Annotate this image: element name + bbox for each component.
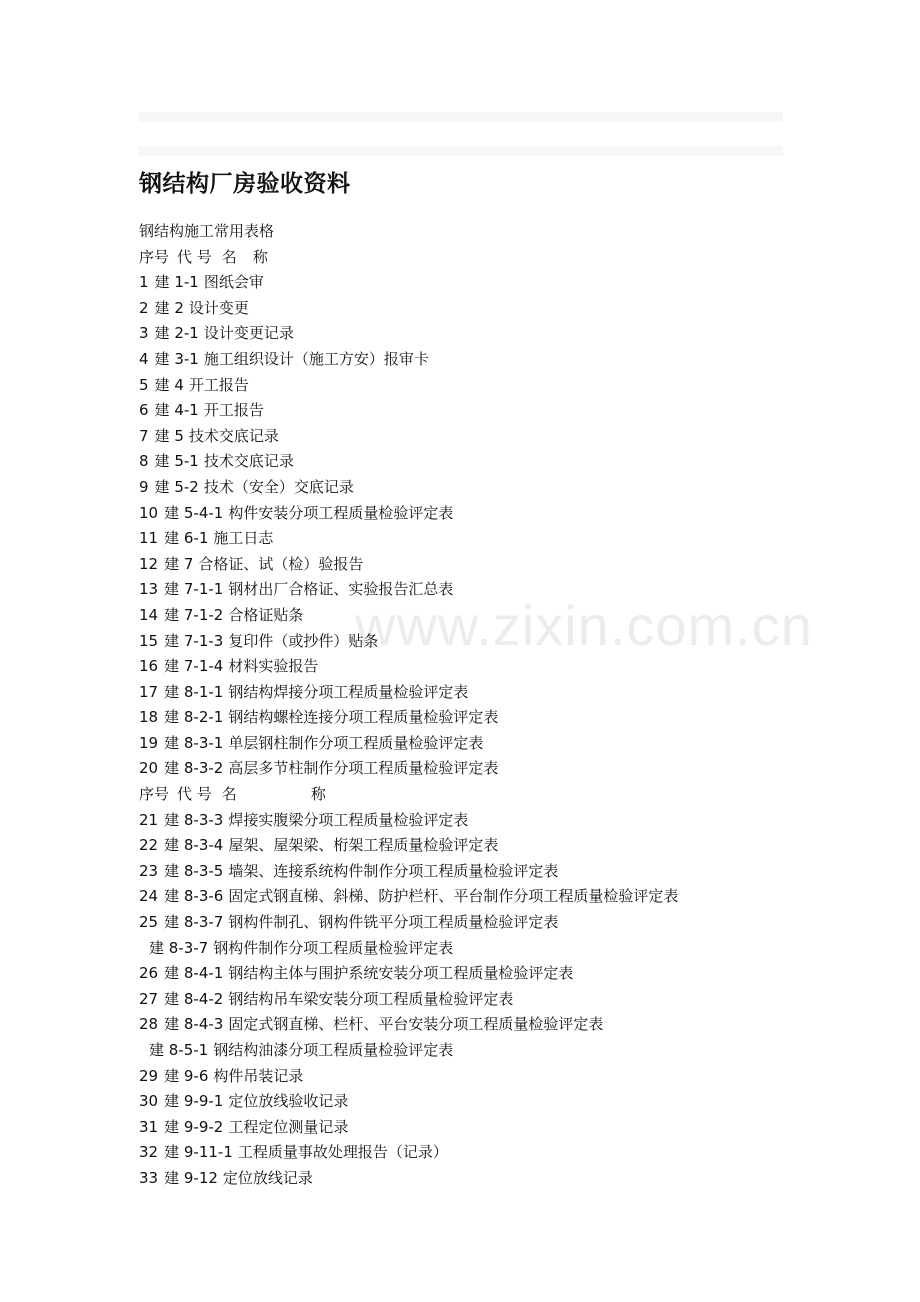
item-name: 定位放线验收记录 — [228, 1092, 349, 1111]
list-item — [139, 1140, 899, 1166]
item-name: 设计变更记录 — [203, 324, 294, 343]
item-name: 施工日志 — [213, 529, 274, 548]
item-number: 13 — [139, 580, 159, 599]
item-code: 建 8-3-7 — [149, 938, 209, 957]
list-item — [139, 501, 899, 527]
item-code: 建 7-1-1 — [164, 580, 224, 599]
item-name: 屋架、屋架梁、桁架工程质量检验评定表 — [228, 836, 499, 855]
list-item — [139, 1115, 899, 1141]
item-name: 钢构件制作分项工程质量检验评定表 — [213, 938, 454, 957]
item-code: 建 9-11-1 — [164, 1143, 233, 1162]
list-item — [139, 1089, 899, 1115]
item-code: 建 8-1-1 — [164, 682, 224, 701]
item-name: 钢结构焊接分项工程质量检验评定表 — [228, 682, 469, 701]
list-item — [139, 552, 899, 578]
item-code: 建 5-1 — [154, 452, 199, 471]
item-number: 18 — [139, 708, 159, 727]
item-code: 建 8-3-3 — [164, 810, 224, 829]
header-code: 代 号 — [177, 247, 212, 266]
item-name: 开工报告 — [203, 401, 264, 420]
item-code: 建 2-1 — [154, 324, 199, 343]
list-item — [139, 603, 899, 629]
item-number: 24 — [139, 887, 159, 906]
form-list-part-2 — [139, 808, 899, 1192]
item-code: 建 4-1 — [154, 401, 199, 420]
item-number: 9 — [139, 477, 149, 496]
item-name: 构件安装分项工程质量检验评定表 — [228, 503, 454, 522]
item-name: 固定式钢直梯、栏杆、平台安装分项工程质量检验评定表 — [228, 1015, 604, 1034]
item-code: 建 8-4-3 — [164, 1015, 224, 1034]
header-code: 代 号 — [177, 785, 212, 804]
list-item — [139, 296, 899, 322]
item-number: 15 — [139, 631, 159, 650]
item-number: 29 — [139, 1066, 159, 1085]
header-seq: 序号 — [139, 785, 170, 804]
item-name: 高层多节柱制作分项工程质量检验评定表 — [228, 759, 499, 778]
item-code: 建 5 — [154, 426, 184, 445]
list-item — [139, 910, 899, 936]
item-number: 23 — [139, 861, 159, 880]
list-item — [139, 1166, 899, 1192]
item-name: 技术交底记录 — [203, 452, 294, 471]
item-number: 11 — [139, 529, 159, 548]
item-name: 单层钢柱制作分项工程质量检验评定表 — [228, 733, 484, 752]
item-name: 构件吊装记录 — [213, 1066, 304, 1085]
item-name: 墙架、连接系统构件制作分项工程质量检验评定表 — [228, 861, 559, 880]
item-number: 27 — [139, 989, 159, 1008]
item-name: 工程定位测量记录 — [228, 1117, 349, 1136]
item-number: 1 — [139, 273, 149, 292]
item-number: 16 — [139, 657, 159, 676]
item-name: 定位放线记录 — [222, 1168, 313, 1187]
item-name: 开工报告 — [188, 375, 249, 394]
list-item — [139, 680, 899, 706]
item-name: 钢材出厂合格证、实验报告汇总表 — [228, 580, 454, 599]
document-body — [139, 166, 899, 1192]
item-name: 钢结构螺栓连接分项工程质量检验评定表 — [228, 708, 499, 727]
item-code: 建 7-1-3 — [164, 631, 224, 650]
item-code: 建 3-1 — [154, 349, 199, 368]
item-code: 建 8-3-6 — [164, 887, 224, 906]
list-item — [139, 347, 899, 373]
list-item — [139, 705, 899, 731]
item-number: 19 — [139, 733, 159, 752]
header-name-2: 称 — [310, 785, 326, 804]
item-number: 2 — [139, 298, 149, 317]
item-number: 21 — [139, 810, 159, 829]
header-name: 名 — [221, 247, 237, 266]
list-item — [139, 756, 899, 782]
item-name: 图纸会审 — [203, 273, 264, 292]
list-item — [139, 373, 899, 399]
item-name: 施工组织设计（施工方安）报审卡 — [203, 349, 429, 368]
item-name: 合格证贴条 — [228, 605, 304, 624]
item-code: 建 8-3-5 — [164, 861, 224, 880]
item-number: 31 — [139, 1117, 159, 1136]
item-number: 12 — [139, 554, 159, 573]
item-name: 焊接实腹梁分项工程质量检验评定表 — [228, 810, 469, 829]
item-number: 30 — [139, 1092, 159, 1111]
item-number: 26 — [139, 964, 159, 983]
item-code: 建 5-2 — [154, 477, 199, 496]
item-name: 钢结构油漆分项工程质量检验评定表 — [213, 1041, 454, 1059]
item-code: 建 7-1-2 — [164, 605, 224, 624]
list-item — [139, 475, 899, 501]
item-number: 32 — [139, 1143, 159, 1162]
list-item — [139, 321, 899, 347]
header-name: 名 — [221, 785, 237, 804]
item-name: 固定式钢直梯、斜梯、防护栏杆、平台制作分项工程质量检验评定表 — [228, 887, 679, 906]
list-item — [139, 833, 899, 859]
item-name: 钢结构主体与围护系统安装分项工程质量检验评定表 — [228, 964, 574, 983]
item-code: 建 6-1 — [164, 529, 209, 548]
list-item — [139, 884, 899, 910]
list-item — [139, 808, 899, 834]
list-item — [139, 1064, 899, 1090]
item-number: 22 — [139, 836, 159, 855]
item-code: 建 8-2-1 — [164, 708, 224, 727]
list-item — [139, 1038, 899, 1064]
list-item — [139, 1012, 899, 1038]
item-code: 建 4 — [154, 375, 184, 394]
list-item — [139, 526, 899, 552]
item-name: 复印件（或抄件）贴条 — [228, 631, 379, 650]
item-number: 8 — [139, 452, 149, 471]
item-name: 材料实验报告 — [228, 657, 319, 676]
item-name: 工程质量事故处理报告（记录） — [237, 1143, 448, 1162]
item-name: 设计变更 — [188, 298, 249, 317]
item-number: 20 — [139, 759, 159, 778]
form-list-part-1 — [139, 270, 899, 782]
header-divider-band — [138, 146, 783, 156]
item-number: 14 — [139, 605, 159, 624]
item-number: 3 — [139, 324, 149, 343]
list-item — [139, 987, 899, 1013]
list-item — [139, 859, 899, 885]
table-header — [139, 245, 899, 271]
list-item — [139, 629, 899, 655]
list-item — [139, 398, 899, 424]
item-code: 建 1-1 — [154, 273, 199, 292]
list-item — [139, 577, 899, 603]
item-code: 建 9-9-2 — [164, 1117, 224, 1136]
list-item — [139, 961, 899, 987]
item-number: 7 — [139, 426, 149, 445]
item-number: 33 — [139, 1168, 159, 1187]
item-code: 建 8-3-1 — [164, 733, 224, 752]
item-code: 建 9-6 — [164, 1066, 209, 1085]
page-title: 钢结构厂房验收资料 — [139, 171, 351, 197]
item-code: 建 8-3-7 — [164, 913, 224, 932]
subtitle: 钢结构施工常用表格 — [139, 222, 275, 240]
header-seq: 序号 — [139, 247, 170, 266]
item-name: 钢结构吊车梁安装分项工程质量检验评定表 — [228, 989, 514, 1008]
item-number: 17 — [139, 682, 159, 701]
item-code: 建 5-4-1 — [164, 503, 224, 522]
table-header-repeat — [139, 782, 899, 808]
item-number: 10 — [139, 503, 159, 522]
item-code: 建 9-12 — [164, 1168, 218, 1187]
item-code: 建 8-3-2 — [164, 759, 224, 778]
item-code: 建 7-1-4 — [164, 657, 224, 676]
item-code: 建 8-4-1 — [164, 964, 224, 983]
item-name: 技术交底记录 — [188, 426, 279, 445]
item-code: 建 8-3-4 — [164, 836, 224, 855]
item-number: 28 — [139, 1015, 159, 1034]
header-divider-band — [138, 112, 783, 122]
list-item — [139, 449, 899, 475]
item-code: 建 7 — [164, 554, 194, 573]
item-name: 合格证、试（检）验报告 — [198, 554, 364, 573]
item-name: 技术（安全）交底记录 — [203, 477, 354, 496]
item-code: 建 8-4-2 — [164, 989, 224, 1008]
watermark-text: www.zixin.com.cn — [355, 594, 813, 657]
item-code: 建 9-9-1 — [164, 1092, 224, 1111]
item-code: 建 2 — [154, 298, 184, 317]
list-item — [139, 424, 899, 450]
item-code: 建 8-5-1 — [149, 1041, 209, 1059]
item-number: 4 — [139, 349, 149, 368]
list-item — [139, 731, 899, 757]
item-number: 6 — [139, 401, 149, 420]
header-name-2: 称 — [252, 247, 268, 266]
list-item — [139, 270, 899, 296]
item-number: 25 — [139, 913, 159, 932]
item-name: 钢构件制孔、钢构件铣平分项工程质量检验评定表 — [228, 913, 559, 932]
item-number: 5 — [139, 375, 149, 394]
list-item — [139, 936, 899, 962]
list-item — [139, 654, 899, 680]
